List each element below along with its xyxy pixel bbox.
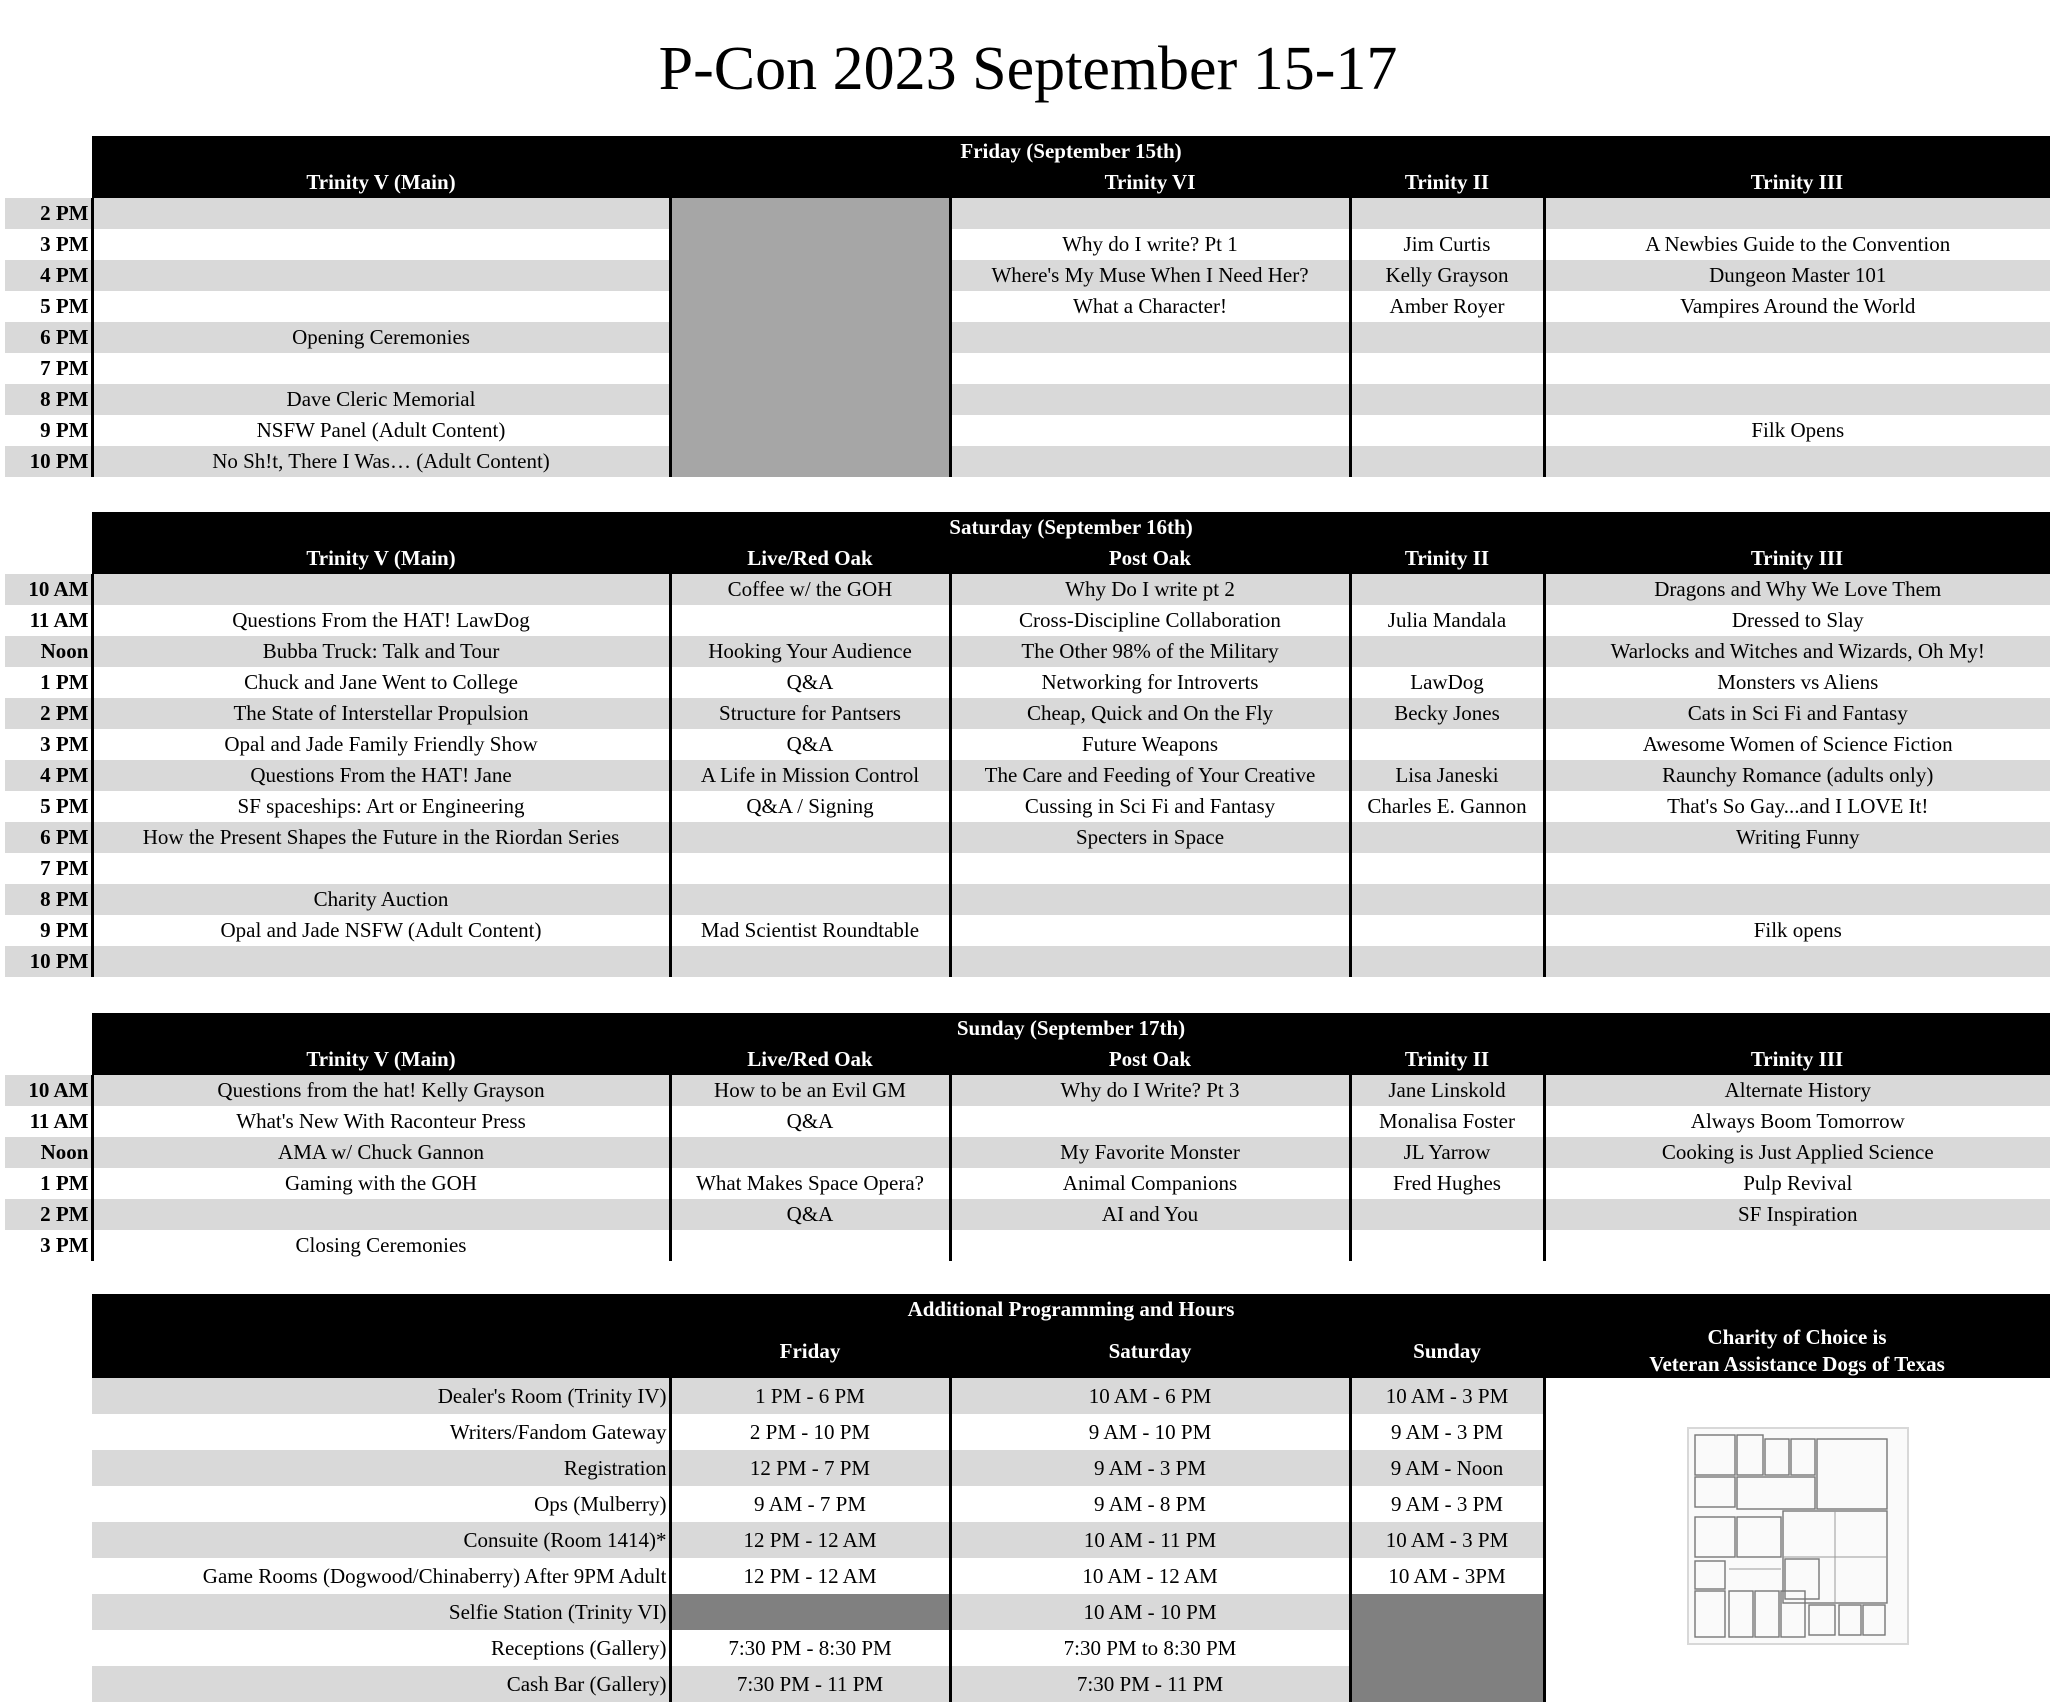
room-header: Trinity V (Main)	[92, 1044, 670, 1075]
session-cell: Dungeon Master 101	[1544, 260, 2050, 291]
col-header-friday: Friday	[670, 1324, 950, 1378]
time-slot: 5 PM	[5, 791, 92, 822]
session-cell: Coffee w/ the GOH	[670, 574, 950, 605]
time-slot: 10 AM	[5, 574, 92, 605]
session-cell: Raunchy Romance (adults only)	[1544, 760, 2050, 791]
time-slot: 10 PM	[5, 946, 92, 977]
schedule-row	[5, 667, 2050, 698]
session-cell: LawDog	[1350, 667, 1544, 698]
hours-saturday: 10 AM - 6 PM	[950, 1378, 1350, 1414]
corner-blank	[5, 543, 92, 574]
hours-friday: 1 PM - 6 PM	[670, 1378, 950, 1414]
session-cell: Future Weapons	[950, 729, 1350, 760]
time-slot: Noon	[5, 636, 92, 667]
session-cell: SF Inspiration	[1544, 1199, 2050, 1230]
time-slot: 11 AM	[5, 605, 92, 636]
hours-saturday: 10 AM - 10 PM	[950, 1594, 1350, 1630]
hours-label: Cash Bar (Gallery)	[92, 1666, 670, 1702]
session-cell	[92, 291, 670, 322]
hours-label: Ops (Mulberry)	[92, 1486, 670, 1522]
schedule-row	[5, 1137, 2050, 1168]
hours-sunday: 9 AM - 3 PM	[1350, 1414, 1544, 1450]
session-cell	[670, 946, 950, 977]
session-cell	[950, 446, 1350, 477]
hours-label: Receptions (Gallery)	[92, 1630, 670, 1666]
map-room	[1737, 1435, 1763, 1475]
schedule-row	[5, 1106, 2050, 1137]
session-cell: Chuck and Jane Went to College	[92, 667, 670, 698]
session-cell	[670, 822, 950, 853]
schedule-row	[5, 791, 2050, 822]
corner-blank	[5, 1013, 92, 1044]
session-cell: Q&A	[670, 1199, 950, 1230]
session-cell	[670, 260, 950, 291]
session-cell: Charles E. Gannon	[1350, 791, 1544, 822]
map-room	[1737, 1517, 1781, 1557]
additional-header-blank	[92, 1324, 670, 1378]
time-slot: 2 PM	[5, 698, 92, 729]
hours-saturday: 9 AM - 10 PM	[950, 1414, 1350, 1450]
session-cell: AI and You	[950, 1199, 1350, 1230]
session-cell	[1350, 1230, 1544, 1261]
session-cell	[92, 260, 670, 291]
session-cell: Q&A	[670, 1106, 950, 1137]
session-cell	[1350, 884, 1544, 915]
friday-schedule-table	[5, 136, 2050, 477]
session-cell: Jane Linskold	[1350, 1075, 1544, 1106]
schedule-row	[5, 322, 2050, 353]
session-cell: Gaming with the GOH	[92, 1168, 670, 1199]
additional-heading: Additional Programming and Hours	[92, 1294, 2050, 1324]
session-cell: AMA w/ Chuck Gannon	[92, 1137, 670, 1168]
hours-sunday: 10 AM - 3PM	[1350, 1558, 1544, 1594]
time-slot: 3 PM	[5, 229, 92, 260]
schedule-row	[5, 760, 2050, 791]
map-room	[1809, 1605, 1835, 1635]
session-cell: SF spaceships: Art or Engineering	[92, 791, 670, 822]
session-cell	[1544, 384, 2050, 415]
session-cell: What a Character!	[950, 291, 1350, 322]
time-slot: Noon	[5, 1137, 92, 1168]
time-slot: 8 PM	[5, 384, 92, 415]
session-cell	[670, 291, 950, 322]
session-cell: Opal and Jade NSFW (Adult Content)	[92, 915, 670, 946]
hours-sunday: 10 AM - 3 PM	[1350, 1522, 1544, 1558]
session-cell: How the Present Shapes the Future in the Riordan Series	[92, 822, 670, 853]
session-cell: Amber Royer	[1350, 291, 1544, 322]
session-cell: What Makes Space Opera?	[670, 1168, 950, 1199]
time-slot: 1 PM	[5, 667, 92, 698]
session-cell	[670, 1230, 950, 1261]
session-cell: Vampires Around the World	[1544, 291, 2050, 322]
additional-programming-table	[92, 1294, 2050, 1702]
map-room	[1755, 1591, 1779, 1637]
time-slot: 1 PM	[5, 1168, 92, 1199]
hours-sunday: 10 AM - 3 PM	[1350, 1378, 1544, 1414]
schedule-row	[5, 353, 2050, 384]
room-header: Trinity II	[1350, 167, 1544, 198]
session-cell	[92, 946, 670, 977]
session-cell	[1544, 198, 2050, 229]
session-cell	[670, 384, 950, 415]
session-cell: Networking for Introverts	[950, 667, 1350, 698]
hotel-floor-map-icon	[1687, 1427, 1909, 1645]
hours-sunday	[1350, 1594, 1544, 1630]
time-slot: 3 PM	[5, 729, 92, 760]
hours-friday: 12 PM - 12 AM	[670, 1522, 950, 1558]
map-room	[1791, 1439, 1815, 1475]
hours-sunday: 9 AM - 3 PM	[1350, 1486, 1544, 1522]
map-room	[1695, 1435, 1735, 1475]
hours-friday: 12 PM - 7 PM	[670, 1450, 950, 1486]
hours-saturday: 7:30 PM - 11 PM	[950, 1666, 1350, 1702]
map-room	[1785, 1559, 1819, 1599]
session-cell: Dave Cleric Memorial	[92, 384, 670, 415]
session-cell: Becky Jones	[1350, 698, 1544, 729]
corner-blank	[5, 1044, 92, 1075]
schedule-row	[5, 636, 2050, 667]
schedule-row	[5, 229, 2050, 260]
session-cell: Why do I Write? Pt 3	[950, 1075, 1350, 1106]
session-cell	[1350, 1199, 1544, 1230]
session-cell: Filk opens	[1544, 915, 2050, 946]
session-cell	[950, 353, 1350, 384]
session-cell: Awesome Women of Science Fiction	[1544, 729, 2050, 760]
hours-friday	[670, 1594, 950, 1630]
session-cell: Alternate History	[1544, 1075, 2050, 1106]
session-cell	[1350, 384, 1544, 415]
hours-sunday	[1350, 1630, 1544, 1666]
session-cell	[670, 353, 950, 384]
charity-line-1: Charity of Choice is	[1707, 1325, 1887, 1349]
session-cell: Mad Scientist Roundtable	[670, 915, 950, 946]
schedule-row	[5, 884, 2050, 915]
session-cell	[1544, 884, 2050, 915]
session-cell	[92, 853, 670, 884]
session-cell	[1350, 915, 1544, 946]
time-slot: 6 PM	[5, 822, 92, 853]
session-cell: Dragons and Why We Love Them	[1544, 574, 2050, 605]
time-slot: 7 PM	[5, 353, 92, 384]
session-cell: Questions From the HAT! Jane	[92, 760, 670, 791]
time-slot: 3 PM	[5, 1230, 92, 1261]
time-slot: 2 PM	[5, 198, 92, 229]
hours-sunday	[1350, 1666, 1544, 1702]
sunday-day-heading: Sunday (September 17th)	[92, 1013, 2050, 1044]
session-cell: Q&A	[670, 667, 950, 698]
hours-label: Dealer's Room (Trinity IV)	[92, 1378, 670, 1414]
hours-label: Game Rooms (Dogwood/Chinaberry) After 9PM Adult	[92, 1558, 670, 1594]
schedule-row	[5, 198, 2050, 229]
session-cell	[670, 853, 950, 884]
session-cell: Where's My Muse When I Need Her?	[950, 260, 1350, 291]
map-room	[1817, 1439, 1887, 1509]
schedule-row	[5, 822, 2050, 853]
map-room	[1863, 1605, 1885, 1635]
session-cell	[1544, 853, 2050, 884]
session-cell: JL Yarrow	[1350, 1137, 1544, 1168]
session-cell: Q&A / Signing	[670, 791, 950, 822]
schedule-row	[5, 698, 2050, 729]
room-header: Live/Red Oak	[670, 1044, 950, 1075]
hours-label: Writers/Fandom Gateway	[92, 1414, 670, 1450]
session-cell	[1350, 446, 1544, 477]
session-cell: Fred Hughes	[1350, 1168, 1544, 1199]
session-cell: Dressed to Slay	[1544, 605, 2050, 636]
session-cell	[1350, 822, 1544, 853]
session-cell: No Sh!t, There I Was… (Adult Content)	[92, 446, 670, 477]
room-header: Post Oak	[950, 543, 1350, 574]
session-cell	[670, 198, 950, 229]
session-cell	[1544, 353, 2050, 384]
hours-label: Selfie Station (Trinity VI)	[92, 1594, 670, 1630]
session-cell: NSFW Panel (Adult Content)	[92, 415, 670, 446]
schedule-row	[5, 1168, 2050, 1199]
session-cell: A Life in Mission Control	[670, 760, 950, 791]
corner-blank	[5, 167, 92, 198]
room-header: Post Oak	[950, 1044, 1350, 1075]
hours-saturday: 7:30 PM to 8:30 PM	[950, 1630, 1350, 1666]
hours-label: Consuite (Room 1414)*	[92, 1522, 670, 1558]
session-cell	[670, 1137, 950, 1168]
time-slot: 9 PM	[5, 915, 92, 946]
session-cell: Why do I write? Pt 1	[950, 229, 1350, 260]
map-room	[1737, 1477, 1815, 1509]
session-cell	[950, 915, 1350, 946]
hours-friday: 7:30 PM - 11 PM	[670, 1666, 950, 1702]
map-room	[1695, 1477, 1735, 1507]
session-cell	[950, 322, 1350, 353]
time-slot: 9 PM	[5, 415, 92, 446]
session-cell	[1544, 322, 2050, 353]
charity-header	[1544, 1324, 2050, 1378]
session-cell	[670, 884, 950, 915]
session-cell: Specters in Space	[950, 822, 1350, 853]
session-cell	[670, 446, 950, 477]
schedule-row	[5, 574, 2050, 605]
session-cell: Closing Ceremonies	[92, 1230, 670, 1261]
time-slot: 7 PM	[5, 853, 92, 884]
page-title: P-Con 2023 September 15-17	[658, 35, 1398, 103]
schedule-row	[5, 415, 2050, 446]
schedule-row	[5, 1199, 2050, 1230]
session-cell: That's So Gay...and I LOVE It!	[1544, 791, 2050, 822]
saturday-schedule-table	[5, 512, 2050, 977]
session-cell	[1350, 574, 1544, 605]
session-cell: Opening Ceremonies	[92, 322, 670, 353]
session-cell: Why Do I write pt 2	[950, 574, 1350, 605]
session-cell	[950, 853, 1350, 884]
session-cell: Cheap, Quick and On the Fly	[950, 698, 1350, 729]
session-cell	[1350, 946, 1544, 977]
schedule-row	[5, 605, 2050, 636]
session-cell: Cross-Discipline Collaboration	[950, 605, 1350, 636]
schedule-row	[5, 1230, 2050, 1261]
session-cell: Filk Opens	[1544, 415, 2050, 446]
time-slot: 11 AM	[5, 1106, 92, 1137]
session-cell	[1350, 198, 1544, 229]
schedule-row	[5, 729, 2050, 760]
session-cell	[92, 198, 670, 229]
session-cell	[1544, 946, 2050, 977]
schedule-row	[5, 291, 2050, 322]
session-cell	[950, 1106, 1350, 1137]
session-cell	[670, 605, 950, 636]
room-header	[670, 167, 950, 198]
session-cell	[1350, 853, 1544, 884]
room-header: Trinity III	[1544, 543, 2050, 574]
time-slot: 10 AM	[5, 1075, 92, 1106]
schedule-row	[5, 384, 2050, 415]
session-cell	[1350, 636, 1544, 667]
session-cell: Warlocks and Witches and Wizards, Oh My!	[1544, 636, 2050, 667]
hours-saturday: 9 AM - 3 PM	[950, 1450, 1350, 1486]
schedule-row	[5, 946, 2050, 977]
session-cell: Hooking Your Audience	[670, 636, 950, 667]
session-cell	[670, 229, 950, 260]
session-cell	[1350, 322, 1544, 353]
hours-saturday: 9 AM - 8 PM	[950, 1486, 1350, 1522]
col-header-saturday: Saturday	[950, 1324, 1350, 1378]
session-cell: Pulp Revival	[1544, 1168, 2050, 1199]
session-cell	[950, 198, 1350, 229]
session-cell	[670, 415, 950, 446]
session-cell	[92, 1199, 670, 1230]
session-cell: Bubba Truck: Talk and Tour	[92, 636, 670, 667]
room-header: Trinity II	[1350, 543, 1544, 574]
session-cell: Jim Curtis	[1350, 229, 1544, 260]
map-room	[1729, 1591, 1753, 1637]
session-cell: The State of Interstellar Propulsion	[92, 698, 670, 729]
hours-sunday: 9 AM - Noon	[1350, 1450, 1544, 1486]
charity-line-2: Veteran Assistance Dogs of Texas	[1649, 1352, 1945, 1376]
time-slot: 2 PM	[5, 1199, 92, 1230]
room-header: Trinity V (Main)	[92, 543, 670, 574]
map-room	[1695, 1561, 1725, 1589]
session-cell: Questions from the hat! Kelly Grayson	[92, 1075, 670, 1106]
floor-plan-drawing	[1689, 1429, 1907, 1643]
session-cell: Opal and Jade Family Friendly Show	[92, 729, 670, 760]
room-header: Trinity III	[1544, 1044, 2050, 1075]
session-cell: Animal Companions	[950, 1168, 1350, 1199]
session-cell	[92, 353, 670, 384]
time-slot: 4 PM	[5, 260, 92, 291]
session-cell: Cats in Sci Fi and Fantasy	[1544, 698, 2050, 729]
session-cell: Writing Funny	[1544, 822, 2050, 853]
hours-label: Registration	[92, 1450, 670, 1486]
room-header: Trinity V (Main)	[92, 167, 670, 198]
session-cell	[1544, 1230, 2050, 1261]
session-cell	[1350, 353, 1544, 384]
session-cell: Questions From the HAT! LawDog	[92, 605, 670, 636]
session-cell: My Favorite Monster	[950, 1137, 1350, 1168]
saturday-day-heading: Saturday (September 16th)	[92, 512, 2050, 543]
session-cell: Always Boom Tomorrow	[1544, 1106, 2050, 1137]
time-slot: 6 PM	[5, 322, 92, 353]
session-cell: Cussing in Sci Fi and Fantasy	[950, 791, 1350, 822]
hours-saturday: 10 AM - 11 PM	[950, 1522, 1350, 1558]
room-header: Trinity VI	[950, 167, 1350, 198]
session-cell	[950, 946, 1350, 977]
schedule-row	[5, 260, 2050, 291]
hours-friday: 9 AM - 7 PM	[670, 1486, 950, 1522]
time-slot: 4 PM	[5, 760, 92, 791]
map-room	[1695, 1517, 1735, 1557]
session-cell: A Newbies Guide to the Convention	[1544, 229, 2050, 260]
time-slot: 10 PM	[5, 446, 92, 477]
session-cell: Monsters vs Aliens	[1544, 667, 2050, 698]
session-cell	[1350, 729, 1544, 760]
session-cell	[1350, 415, 1544, 446]
room-header: Live/Red Oak	[670, 543, 950, 574]
session-cell	[92, 574, 670, 605]
schedule-row	[5, 1075, 2050, 1106]
hours-saturday: 10 AM - 12 AM	[950, 1558, 1350, 1594]
session-cell	[1544, 446, 2050, 477]
session-cell: Julia Mandala	[1350, 605, 1544, 636]
map-room	[1765, 1439, 1789, 1475]
sunday-schedule-table	[5, 1013, 2050, 1261]
session-cell	[950, 415, 1350, 446]
session-cell: Lisa Janeski	[1350, 760, 1544, 791]
map-room	[1695, 1591, 1725, 1637]
session-cell	[950, 1230, 1350, 1261]
session-cell: Kelly Grayson	[1350, 260, 1544, 291]
hours-friday: 12 PM - 12 AM	[670, 1558, 950, 1594]
map-room	[1839, 1605, 1861, 1635]
schedule-row	[5, 853, 2050, 884]
col-header-sunday: Sunday	[1350, 1324, 1544, 1378]
hours-row	[92, 1378, 2050, 1414]
session-cell	[670, 322, 950, 353]
session-cell: What's New With Raconteur Press	[92, 1106, 670, 1137]
schedule-row	[5, 915, 2050, 946]
session-cell	[950, 384, 1350, 415]
session-cell: Monalisa Foster	[1350, 1106, 1544, 1137]
session-cell: Q&A	[670, 729, 950, 760]
room-header: Trinity II	[1350, 1044, 1544, 1075]
session-cell: Structure for Pantsers	[670, 698, 950, 729]
hours-friday: 7:30 PM - 8:30 PM	[670, 1630, 950, 1666]
map-cell	[1544, 1378, 2050, 1702]
time-slot: 8 PM	[5, 884, 92, 915]
session-cell: How to be an Evil GM	[670, 1075, 950, 1106]
session-cell: The Care and Feeding of Your Creative	[950, 760, 1350, 791]
session-cell: Charity Auction	[92, 884, 670, 915]
session-cell: Cooking is Just Applied Science	[1544, 1137, 2050, 1168]
session-cell	[92, 229, 670, 260]
schedule-row	[5, 446, 2050, 477]
corner-blank	[5, 136, 92, 167]
session-cell: The Other 98% of the Military	[950, 636, 1350, 667]
time-slot: 5 PM	[5, 291, 92, 322]
room-header: Trinity III	[1544, 167, 2050, 198]
friday-day-heading: Friday (September 15th)	[92, 136, 2050, 167]
corner-blank	[5, 512, 92, 543]
session-cell	[950, 884, 1350, 915]
hours-friday: 2 PM - 10 PM	[670, 1414, 950, 1450]
